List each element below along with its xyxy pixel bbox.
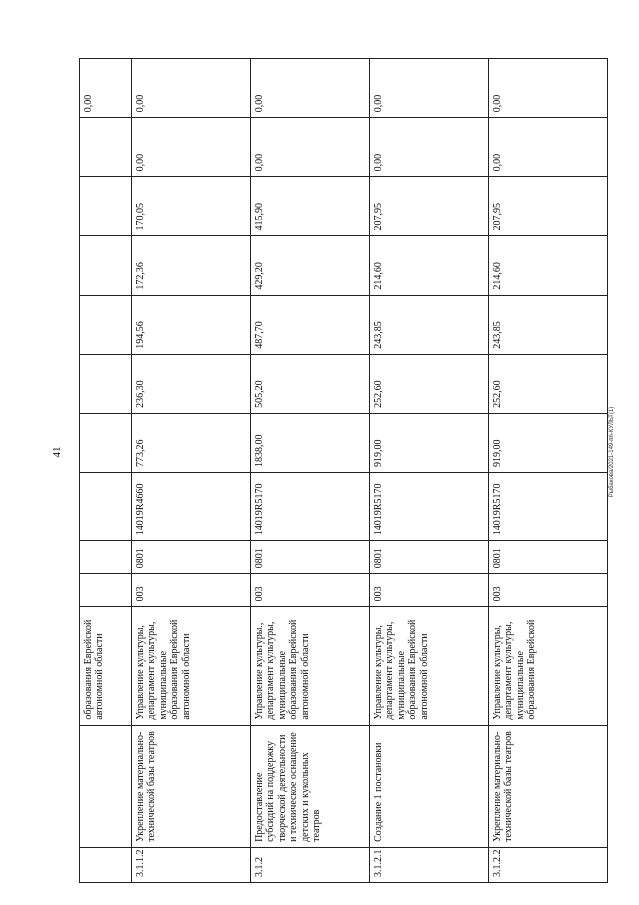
- cell-year-6: 0,00: [132, 59, 251, 118]
- cell-total: 919,00: [489, 413, 608, 472]
- cell-year-3: [80, 236, 132, 295]
- cell-year-4: 170,05: [132, 177, 251, 236]
- table-row: [132, 59, 251, 883]
- cell-csr: [80, 473, 132, 541]
- cell-year-5: 0,00: [251, 118, 370, 177]
- cell-total: [80, 413, 132, 472]
- cell-csr: 14019R5170: [251, 473, 370, 541]
- cell-year-6: 0,00: [489, 59, 608, 118]
- cell-rzpr: 0801: [132, 541, 251, 574]
- cell-year-5: 0,00: [370, 118, 489, 177]
- cell-grbs: 003: [251, 574, 370, 607]
- cell-year-6: 0,00: [370, 59, 489, 118]
- cell-num: [80, 847, 132, 882]
- cell-year-2: 487,70: [251, 295, 370, 354]
- cell-year-3: 429,20: [251, 236, 370, 295]
- footer-note: Рыбакова/2021-149-пп-КУЛЬТ(1): [609, 406, 615, 498]
- rotated-table-container: [79, 58, 578, 883]
- table-row-continuation: [80, 59, 132, 883]
- cell-year-1: 236,30: [132, 354, 251, 413]
- cell-grbs: [80, 574, 132, 607]
- cell-grbs: 003: [489, 574, 608, 607]
- table-row: [370, 59, 489, 883]
- cell-total: 919,00: [370, 413, 489, 472]
- cell-rzpr: 0801: [489, 541, 608, 574]
- cell-executor: Управление культуры., департамент культуры, муниципальные образования Еврейской автономной области: [251, 607, 370, 725]
- cell-rzpr: 0801: [370, 541, 489, 574]
- cell-year-5: [80, 118, 132, 177]
- cell-name: [80, 725, 132, 847]
- cell-year-3: 172,36: [132, 236, 251, 295]
- cell-csr: 14019R5170: [489, 473, 608, 541]
- cell-year-1: 252,60: [370, 354, 489, 413]
- cell-year-4: [80, 177, 132, 236]
- cell-grbs: 003: [132, 574, 251, 607]
- cell-year-2: 194,56: [132, 295, 251, 354]
- cell-year-2: [80, 295, 132, 354]
- cell-num: 3.1.2.2: [489, 847, 608, 882]
- cell-total: 773,26: [132, 413, 251, 472]
- cell-year-4: 207,95: [489, 177, 608, 236]
- cell-executor: Управление культуры, департамент культуры, муниципальные образования Еврейской автономной области: [132, 607, 251, 725]
- cell-rzpr: [80, 541, 132, 574]
- cell-csr: 14019R4660: [132, 473, 251, 541]
- cell-name: Предоставление субсидий на поддержку творческой деятельности и техническое оснащение детских и кукольных театров: [251, 725, 370, 847]
- cell-name: Укрепление материально-технической базы театров: [132, 725, 251, 847]
- cell-year-3: 214,60: [489, 236, 608, 295]
- cell-year-2: 243,85: [489, 295, 608, 354]
- cell-csr: 14019R5170: [370, 473, 489, 541]
- cell-year-4: 415,90: [251, 177, 370, 236]
- cell-name: Создание 1 постановки: [370, 725, 489, 847]
- page-number: 41: [51, 446, 63, 458]
- cell-rzpr: 0801: [251, 541, 370, 574]
- cell-year-1: 252,60: [489, 354, 608, 413]
- cell-name: Укрепление материально-технической базы театров: [489, 725, 608, 847]
- cell-year-6: 0,00: [251, 59, 370, 118]
- cell-year-5: 0,00: [489, 118, 608, 177]
- table-row: [489, 59, 608, 883]
- cell-year-1: [80, 354, 132, 413]
- cell-year-6: 0,00: [80, 59, 132, 118]
- cell-num: 3.1.2.1: [370, 847, 489, 882]
- table-row: [251, 59, 370, 883]
- cell-executor: Управление культуры, департамент культуры, муниципальные образования Еврейской: [489, 607, 608, 725]
- cell-executor: Управление культуры, департамент культуры, муниципальные образования Еврейской автономной области: [370, 607, 489, 725]
- cell-year-4: 207,95: [370, 177, 489, 236]
- cell-year-2: 243,85: [370, 295, 489, 354]
- cell-year-1: 505,20: [251, 354, 370, 413]
- cell-num: 3.1.1.2: [132, 847, 251, 882]
- budget-table: [79, 58, 608, 883]
- cell-total: 1838,00: [251, 413, 370, 472]
- cell-grbs: 003: [370, 574, 489, 607]
- cell-executor: образования Еврейской автономной области: [80, 607, 132, 725]
- cell-num: 3.1.2: [251, 847, 370, 882]
- cell-year-5: 0,00: [132, 118, 251, 177]
- cell-year-3: 214,60: [370, 236, 489, 295]
